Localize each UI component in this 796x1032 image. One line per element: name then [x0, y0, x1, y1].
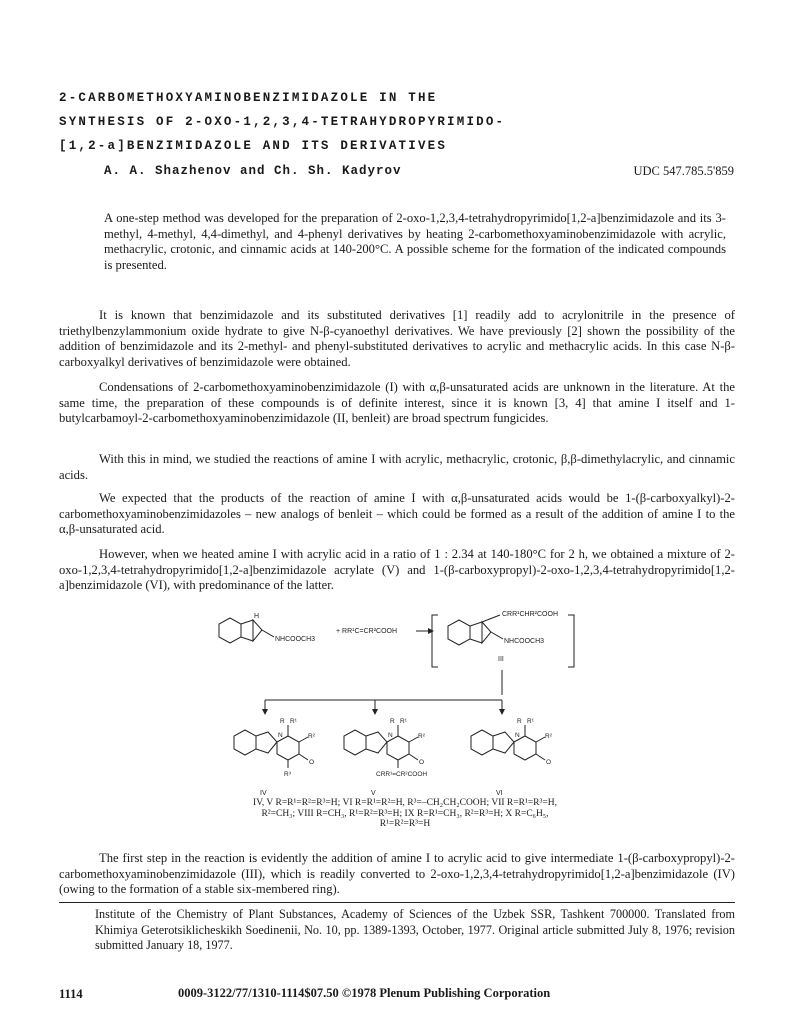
paragraph-5: However, when we heated amine I with acrylic acid in a ratio of 1 : 2.34 at 140-180°C for 2 h, we obtained a mixture of 2-oxo-1,2,3,4-tetrahydropyrimido[1,2-a]benzimidazole acrylate (V) and 1-(β-carboxypropyl)-2-oxo-1,2,3,4-tetrahydropyrimido[1,2-a]benzimidazole (VI), with predominance of the latter. [59, 547, 735, 592]
scheme-nhcooch3-label-b: NHCOOCH3 [504, 638, 545, 645]
scheme-reagent-label: + RR¹C=CR²COOH [336, 628, 398, 635]
scheme-label-v: V [371, 790, 376, 797]
scheme-iv-r3: R³ [284, 771, 291, 778]
scheme-v-r1: R¹ [400, 718, 407, 725]
title-line-2: SYNTHESIS OF 2-OXO-1,2,3,4-TETRAHYDROPYRIMIDO- [59, 115, 506, 129]
footnote: Institute of the Chemistry of Plant Substances, Academy of Sciences of the Uzbek SSR, Tashkent 700000. Translated from Khimiya Geterotsiklicheskikh Soedinenii, No. 10, pp. 1389-1393, October, 1977. Original article submitted July 8, 1976; revision submitted January 18, 1977. [95, 907, 735, 952]
scheme-iv-r1: R¹ [290, 718, 297, 725]
scheme-v-chain: CRR¹=CR²COOH [376, 771, 428, 778]
scheme-caption [195, 798, 615, 830]
footnote-divider [59, 902, 735, 903]
scheme-vi-r: R [517, 718, 522, 725]
scheme-label-iii: III [498, 656, 504, 663]
caption-line-3: R¹=R²=R³=H [379, 819, 431, 829]
scheme-nh-label: H [254, 613, 260, 620]
scheme-vi-r1: R¹ [527, 718, 534, 725]
scheme-chain-label: CRR¹CHR²COOH [502, 611, 558, 618]
scheme-iv-n: N [278, 732, 283, 739]
paragraph-1: It is known that benzimidazole and its substituted derivatives [1] readily add to acrylonitrile in the presence of triethylbenzylammonium oxide hydrate to give N-β-cyanoethyl derivatives. We have previously [2] shown the possibility of the addition of benzimidazole and its 2-methyl- and phenyl-substituted derivatives to acrylic and methacrylic acids. In this case N-β-carboxyalkyl derivatives of benzimidazole were obtained. [59, 308, 735, 369]
scheme-label-vi: VI [496, 790, 503, 797]
scheme-vi-r2: R² [545, 733, 552, 740]
scheme-vi-o: O [546, 759, 552, 766]
caption-line-2: R²=CH₃; VIII R=CH₃, R¹=R²=R³=H; IX R=R¹=CH₃, R²=R³=H; X R=C₆H₅, [261, 808, 549, 819]
scheme-iv-r: R [280, 718, 285, 725]
paragraph-6: The first step in the reaction is evidently the addition of amine I to acrylic acid to give intermediate 1-(β-carboxypropyl)-2-carbomethoxyaminobenzimidazole (III), which is readily converted to 2-oxo-1,2,3,4-tetrahydropyrimido[1,2-a]benzimidazole (IV) (owing to the formation of a stable six-membered ring). [59, 851, 735, 896]
authors: A. A. Shazhenov and Ch. Sh. Kadyrov [104, 164, 402, 178]
scheme-v-r2: R² [418, 733, 425, 740]
scheme-vi-n: N [515, 732, 520, 739]
scheme-nhcooch3-label-a: NHCOOCH3 [275, 636, 316, 643]
paragraph-4: We expected that the products of the reaction of amine I with α,β-unsaturated acids would be 1-(β-carboxyalkyl)-2-carbomethoxyaminobenzimidazoles – new analogs of benleit – which could be formed as a result of the addition of amine I to the α,β-unsaturated acid. [59, 491, 735, 536]
abstract: A one-step method was developed for the preparation of 2-oxo-1,2,3,4-tetrahydropyrimido[1,2-a]benzimidazole and its 3-methyl, 4-methyl, 4,4-dimethyl, and 4-phenyl derivatives by heating 2-carbomethoxyaminobenzimidazole with acrylic, methacrylic, crotonic, and cinnamic acids at 140-200°C. A possible scheme for the formation of the indicated compounds is presented. [104, 211, 726, 272]
paragraph-3: With this in mind, we studied the reactions of amine I with acrylic, methacrylic, crotonic, β,β-dimethylacrylic, and cinnamic acids. [59, 452, 735, 482]
scheme-v-o: O [419, 759, 425, 766]
scheme-v-n: N [388, 732, 393, 739]
scheme-label-iv: IV [260, 790, 267, 797]
caption-line-1: IV, V R=R¹=R²=R³=H; VI R=R¹=R²=H, R³=–CH₂CH₂COOH; VII R=R¹=R³=H, [253, 798, 557, 808]
title-line-1: 2-CARBOMETHOXYAMINOBENZIMIDAZOLE IN THE [59, 91, 438, 105]
scheme-v-r: R [390, 718, 395, 725]
page-number: 1114 [59, 987, 83, 1001]
scheme-iv-r2: R² [308, 733, 315, 740]
udc-code: UDC 547.785.5'859 [633, 164, 734, 178]
copyright-line: 0009-3122/77/1310-1114$07.50 ©1978 Plenum Publishing Corporation [178, 986, 551, 1000]
title-line-3: [1,2-a]BENZIMIDAZOLE AND ITS DERIVATIVES [59, 139, 448, 153]
paragraph-2: Condensations of 2-carbomethoxyaminobenzimidazole (I) with α,β-unsaturated acids are unknown in the literature. At the same time, the preparation of these compounds is of definite interest, since it is known [3, 4] that amine I itself and 1-butylcarbamoyl-2-carbomethoxyaminobenzimidazole (II, benleit) are broad spectrum fungicides. [59, 380, 735, 425]
scheme-iv-o: O [309, 759, 315, 766]
